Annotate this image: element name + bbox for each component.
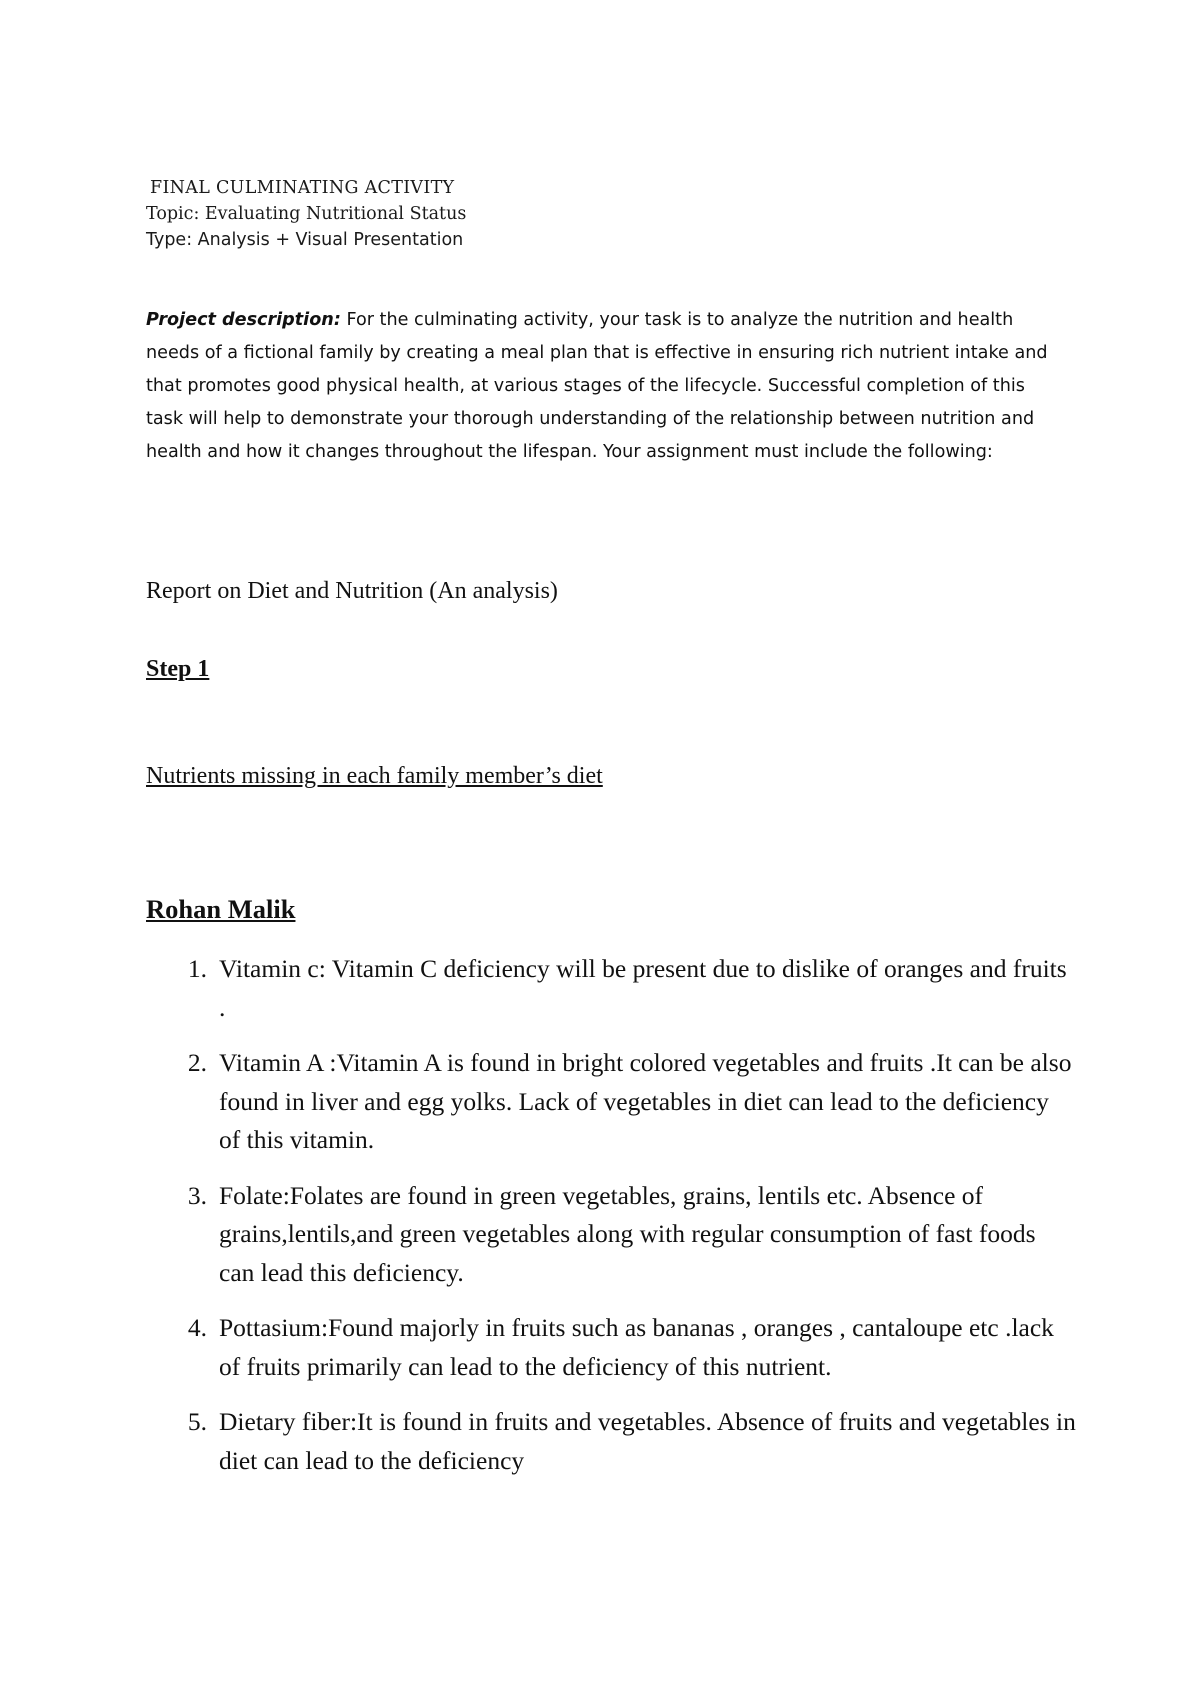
list-item-text: Pottasium:Found majorly in fruits such as bananas , oranges , cantaloupe etc .lack of fruits primarily can lead to the deficiency of this nutrient. [219, 1313, 1054, 1381]
list-item-number: 2. [187, 1048, 207, 1077]
list-item-text: Dietary fiber:It is found in fruits and vegetables. Absence of fruits and vegetables in diet can lead to the deficiency [219, 1407, 1076, 1475]
activity-topic: Topic: Evaluating Nutritional Status [146, 204, 467, 224]
header-block [146, 175, 746, 253]
activity-title: FINAL CULMINATING ACTIVITY [150, 178, 455, 198]
section-heading: Nutrients missing in each family member’s diet [146, 763, 603, 789]
step-heading: Step 1 [146, 656, 210, 682]
list-item-number: 4. [187, 1313, 207, 1342]
list-item [146, 1309, 1076, 1386]
list-item-text: Folate:Folates are found in green vegetables, grains, lentils etc. Absence of grains,lentils,and green vegetables along with regular consumption of fast foods can lead this deficiency. [219, 1180, 1036, 1287]
deficiency-list [146, 950, 1076, 1497]
project-description-label: Project description: [146, 310, 341, 330]
project-description-body: For the culminating activity, your task is to analyze the nutrition and health needs of a fictional family by creating a meal plan that is effective in ensuring rich nutrient intake and that promotes good physical health, at various stages of the lifecycle. Successful completion of this task will help to demonstrate your thorough understanding of the relationship between nutrition and health and how it changes throughout the lifespan. Your assignment must include the following: [146, 310, 1048, 462]
list-item-text: Vitamin c: Vitamin C deficiency will be present due to dislike of oranges and fruits . [219, 954, 1067, 1022]
list-item [146, 1177, 1076, 1293]
activity-type: Type: Analysis + Visual Presentation [146, 230, 464, 250]
list-item [146, 1044, 1076, 1160]
project-description [146, 304, 1066, 469]
family-member-name: Rohan Malik [146, 894, 296, 924]
list-item-number: 5. [187, 1407, 207, 1436]
list-item-number: 1. [187, 954, 207, 983]
list-item [146, 1403, 1076, 1480]
report-title: Report on Diet and Nutrition (An analysis) [146, 578, 558, 604]
list-item-number: 3. [187, 1180, 207, 1210]
list-item-text: Vitamin A :Vitamin A is found in bright colored vegetables and fruits .It can be also found in liver and egg yolks. Lack of vegetables in diet can lead to the deficiency of this vitamin. [219, 1048, 1072, 1154]
list-item [146, 950, 1076, 1027]
